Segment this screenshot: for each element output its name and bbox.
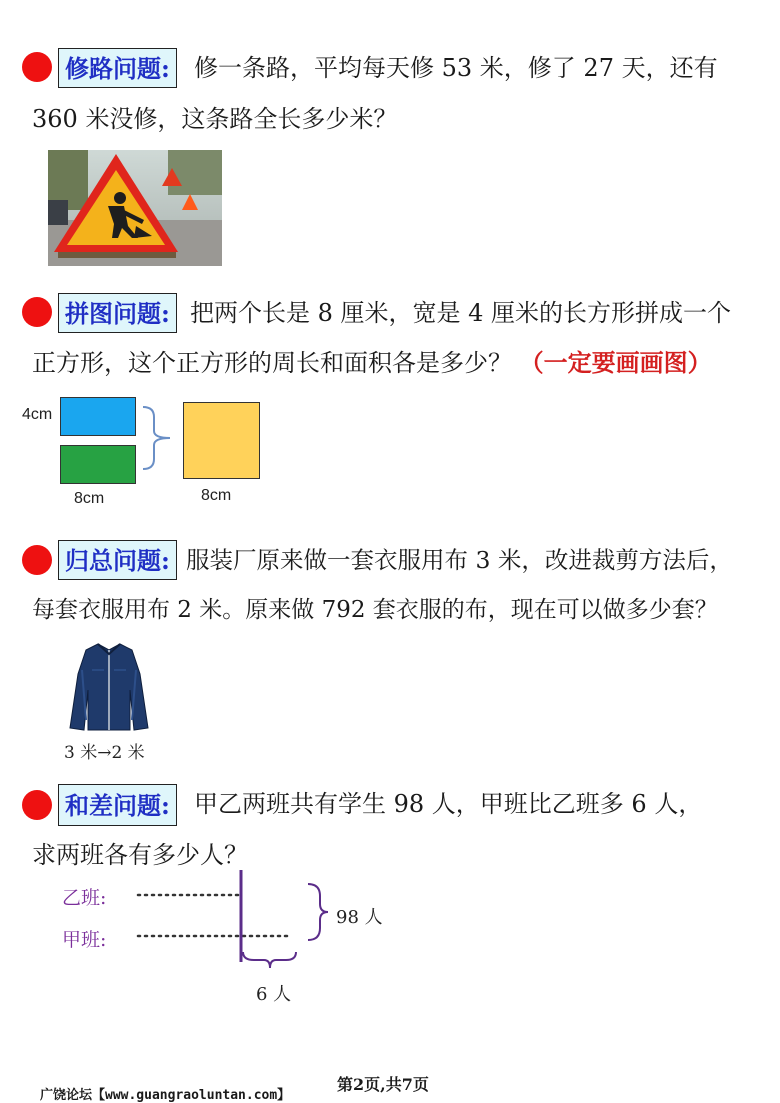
problem-tag: 拼图问题:: [58, 293, 177, 333]
problem-text: 把两个长是 8 厘米，宽是 4 厘米的长方形拼成一个: [190, 299, 732, 327]
problem-text: 求两班各有多少人？: [32, 841, 248, 869]
problem-question: 正方形，这个正方形的周长和面积各是多少？: [32, 349, 512, 377]
green-rectangle: [60, 445, 136, 484]
problem-tag: 修路问题:: [58, 48, 177, 88]
problem-text: 修一条路，平均每天修 53 米，修了 27 天，还有: [194, 54, 718, 82]
bullet-dot: [22, 297, 52, 327]
difference-label: 6 人: [256, 984, 292, 1005]
class-b-label: 乙班:: [62, 887, 107, 909]
problem-text: [32, 343, 712, 383]
brace-icon: [140, 405, 174, 471]
length-label: 8cm: [74, 490, 105, 507]
bullet-dot: [22, 790, 52, 820]
height-label: 4cm: [22, 406, 53, 423]
footer-site: 广饶论坛【www.guangraoluntan.com】: [40, 1088, 291, 1103]
blue-rectangle: [60, 397, 136, 436]
square-side-label: 8cm: [201, 487, 232, 504]
problem-text: 360 米没修，这条路全长多少米？: [32, 105, 398, 133]
jacket-icon: [68, 640, 150, 732]
problem-text: 甲乙两班共有学生 98 人，甲班比乙班多 6 人，: [194, 790, 703, 818]
problem-tag: 归总问题:: [58, 540, 177, 580]
bullet-dot: [22, 52, 52, 82]
yellow-square: [183, 402, 260, 479]
page-number: 第2页,共7页: [337, 1075, 429, 1094]
problem-text: 每套衣服用布 2 米。原来做 792 套衣服的布，现在可以做多少套？: [32, 597, 718, 623]
total-label: 98 人: [336, 907, 383, 928]
jacket-caption: 3 米→2 米: [64, 743, 145, 763]
draw-note: （一定要画画图）: [519, 348, 712, 377]
problem-text: 服装厂原来做一套衣服用布 3 米，改进裁剪方法后，: [186, 546, 733, 574]
bullet-dot: [22, 545, 52, 575]
road-work-sign-icon: [48, 150, 222, 266]
problem-tag: 和差问题:: [58, 784, 177, 826]
class-a-label: 甲班:: [62, 929, 107, 951]
